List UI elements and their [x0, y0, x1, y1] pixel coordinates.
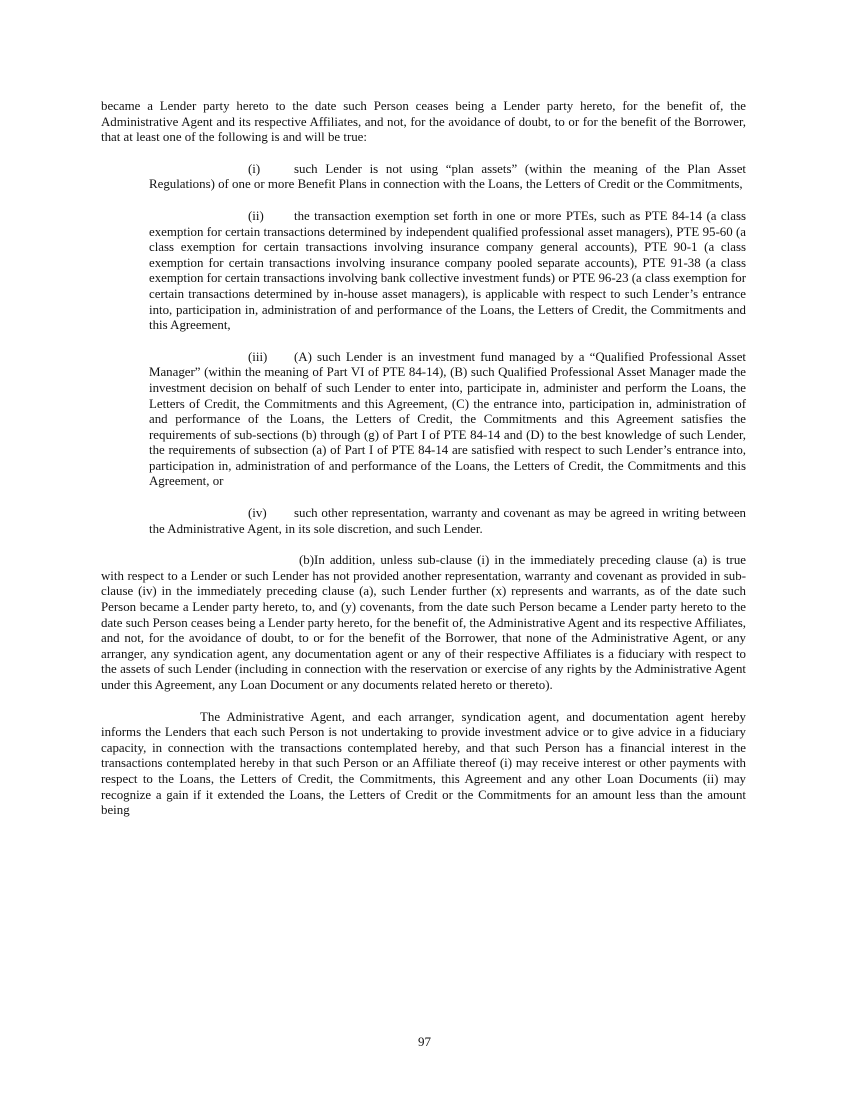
intro-paragraph: became a Lender party hereto to the date such Person ceases being a Lender party hereto, for the benefit of, the Administrative Agent and its respective Affiliates, and not, for the avoidance of doubt, to or for the benefit of the Borrower, that at least one of the following is and will be true: [101, 99, 746, 145]
document-body [101, 99, 746, 819]
final-paragraph: The Administrative Agent, and each arranger, syndication agent, and documentation agent hereby informs the Lenders that each such Person is not undertaking to provide investment advice or to give advice in a fiduciary capacity, in connection with the transactions contemplated hereby, and that such Person has a financial interest in the transactions contemplated hereby in that such Person or an Affiliate thereof (i) may receive interest or other payments with respect to the Loans, the Letters of Credit, the Commitments, this Agreement and any other Loan Documents (ii) may recognize a gain if it extended the Loans, the Letters of Credit or the Commitments for an amount less than the amount being [101, 709, 746, 818]
paragraph-b [101, 553, 746, 693]
clause-number: (iv) [248, 506, 267, 521]
clause-number: (ii) [248, 208, 264, 223]
clause-number: (iii) [248, 349, 268, 364]
clause-number: (i) [248, 161, 261, 176]
clause-ii [149, 209, 746, 334]
clause-iv [149, 506, 746, 537]
clause-i [149, 162, 746, 193]
paragraph-number: (b) [299, 553, 315, 568]
paragraph-text: In addition, unless sub-clause (i) in the immediately preceding clause (a) is true with respect to a Lender or such Lender has not provided another representation, warranty and covenant as provided in sub-clause (iv) in the immediately preceding clause (a), such Lender further (x) represents and warrants, as of the date such Person became a Lender party hereto, to, and (y) covenants, from the date such Person became a Lender party hereto to the date such Person ceases being a Lender party hereto, for the benefit of, the Administrative Agent and its respective Affiliates, and not, for the avoidance of doubt, to or for the benefit of the Borrower, that none of the Administrative Agent, or any arranger, any syndication agent, any documentation agent or any of their respective Affiliates is a fiduciary with respect to the assets of such Lender (including in connection with the reservation or exercise of any rights by the Administrative Agent under this Agreement, any Loan Document or any documents related hereto or thereto). [101, 553, 746, 692]
clause-iii [149, 350, 746, 490]
page-number: 97 [418, 1034, 431, 1049]
clause-text: (A) such Lender is an investment fund managed by a “Qualified Professional Asset Manager” (within the meaning of Part VI of PTE 84-14), (B) such Qualified Professional Asset Manager made the investment decision on behalf of such Lender to enter into, participate in, administer and perform the Loans, the Letters of Credit, the Commitments and this Agreement, (C) the entrance into, participation in, administration of and performance of the Loans, the Letters of Credit, the Commitments and this Agreement satisfies the requirements of sub-sections (b) through (g) of Part I of PTE 84-14 and (D) to the best knowledge of such Lender, the requirements of subsection (a) of Part I of PTE 84-14 are satisfied with respect to such Lender’s entrance into, participation in, administration of and performance of the Loans, the Letters of Credit, the Commitments and this Agreement, or [149, 349, 746, 489]
clause-text: such other representation, warranty and covenant as may be agreed in writing between the Administrative Agent, in its sole discretion, and such Lender. [149, 506, 746, 536]
clause-text: the transaction exemption set forth in one or more PTEs, such as PTE 84-14 (a class exemption for certain transactions determined by independent qualified professional asset managers), PTE 95-60 (a class exemption for certain transactions involving insurance company general accounts), PTE 90-1 (a class exemption for certain transactions involving insurance company pooled separate accounts), PTE 91-38 (a class exemption for certain transactions involving bank collective investment funds) or PTE 96-23 (a class exemption for certain transactions determined by in-house asset managers), is applicable with respect to such Lender’s entrance into, participation in, administration of and performance of the Loans, the Letters of Credit, the Commitments and this Agreement, [149, 208, 746, 333]
clause-text: such Lender is not using “plan assets” (within the meaning of the Plan Asset Regulations) of one or more Benefit Plans in connection with the Loans, the Letters of Credit or the Commitments, [149, 161, 746, 192]
